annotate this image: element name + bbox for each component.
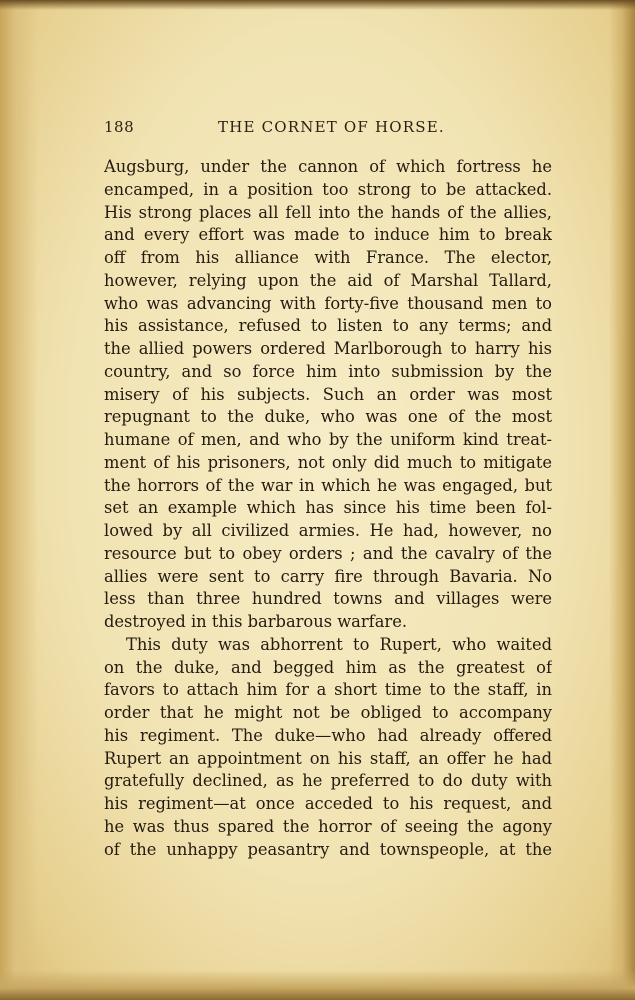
- text-line: Augsburg, under the cannon of which fortress he: [104, 157, 552, 176]
- text-line: favors to attach him for a short time to the staff, in: [104, 680, 552, 700]
- text-line: This duty was abhorrent to Rupert, who waited: [126, 634, 552, 654]
- text-line: His strong places all fell into the hands of the allies,: [104, 202, 552, 222]
- text-line: he was thus spared the horror of seeing the agony: [104, 816, 552, 836]
- paragraph-1: [104, 156, 552, 634]
- text-line: his regiment—at once acceded to his request, and: [104, 794, 552, 813]
- paragraph-2: [104, 634, 552, 862]
- text-line: encamped, in a position too strong to be attacked.: [104, 179, 552, 199]
- text-line: the allied powers ordered Marlborough to harry his: [104, 339, 552, 358]
- text-line: country, and so force him into submission by the: [104, 361, 552, 381]
- page-top-edge: [0, 0, 635, 10]
- page-number: 188: [104, 118, 135, 136]
- text-line: lowed by all civilized armies. He had, however, no: [104, 521, 552, 540]
- text-line: Rupert an appointment on his staff, an offer he had: [104, 748, 552, 768]
- text-line: ment of his prisoners, not only did much to mitigate: [104, 452, 552, 472]
- text-line: however, relying upon the aid of Marshal Tallard,: [104, 270, 552, 290]
- text-line: allies were sent to carry fire through Bavaria. No: [104, 566, 552, 586]
- text-line: set an example which has since his time been fol-: [104, 498, 552, 518]
- body-text: [104, 156, 552, 861]
- text-line: less than three hundred towns and villages were: [104, 589, 552, 609]
- text-line: off from his alliance with France. The elector,: [104, 248, 552, 267]
- text-line: on the duke, and begged him as the greatest of: [104, 657, 552, 677]
- text-line: his regiment. The duke—who had already offered: [104, 725, 552, 745]
- text-line: order that he might not be obliged to accompany: [104, 703, 552, 722]
- text-line: destroyed in this barbarous warfare.: [104, 612, 407, 631]
- text-line: humane of men, and who by the uniform kind treat-: [104, 430, 552, 449]
- text-line: of the unhappy peasantry and townspeople, at the: [104, 839, 552, 859]
- text-line: his assistance, refused to listen to any terms; and: [104, 316, 552, 336]
- text-line: gratefully declined, as he preferred to do duty with: [104, 771, 552, 791]
- running-title: THE CORNET OF HORSE.: [218, 118, 445, 136]
- text-line: misery of his subjects. Such an order was most: [104, 384, 552, 404]
- text-line: and every effort was made to induce him to break: [104, 225, 552, 245]
- text-line: repugnant to the duke, who was one of the most: [104, 407, 552, 427]
- page-bottom-edge: [0, 970, 635, 1000]
- text-line: resource but to obey orders ; and the cavalry of the: [104, 543, 552, 563]
- running-head: [104, 118, 551, 140]
- text-line: the horrors of the war in which he was engaged, but: [104, 475, 552, 495]
- text-line: who was advancing with forty-five thousand men to: [104, 293, 552, 313]
